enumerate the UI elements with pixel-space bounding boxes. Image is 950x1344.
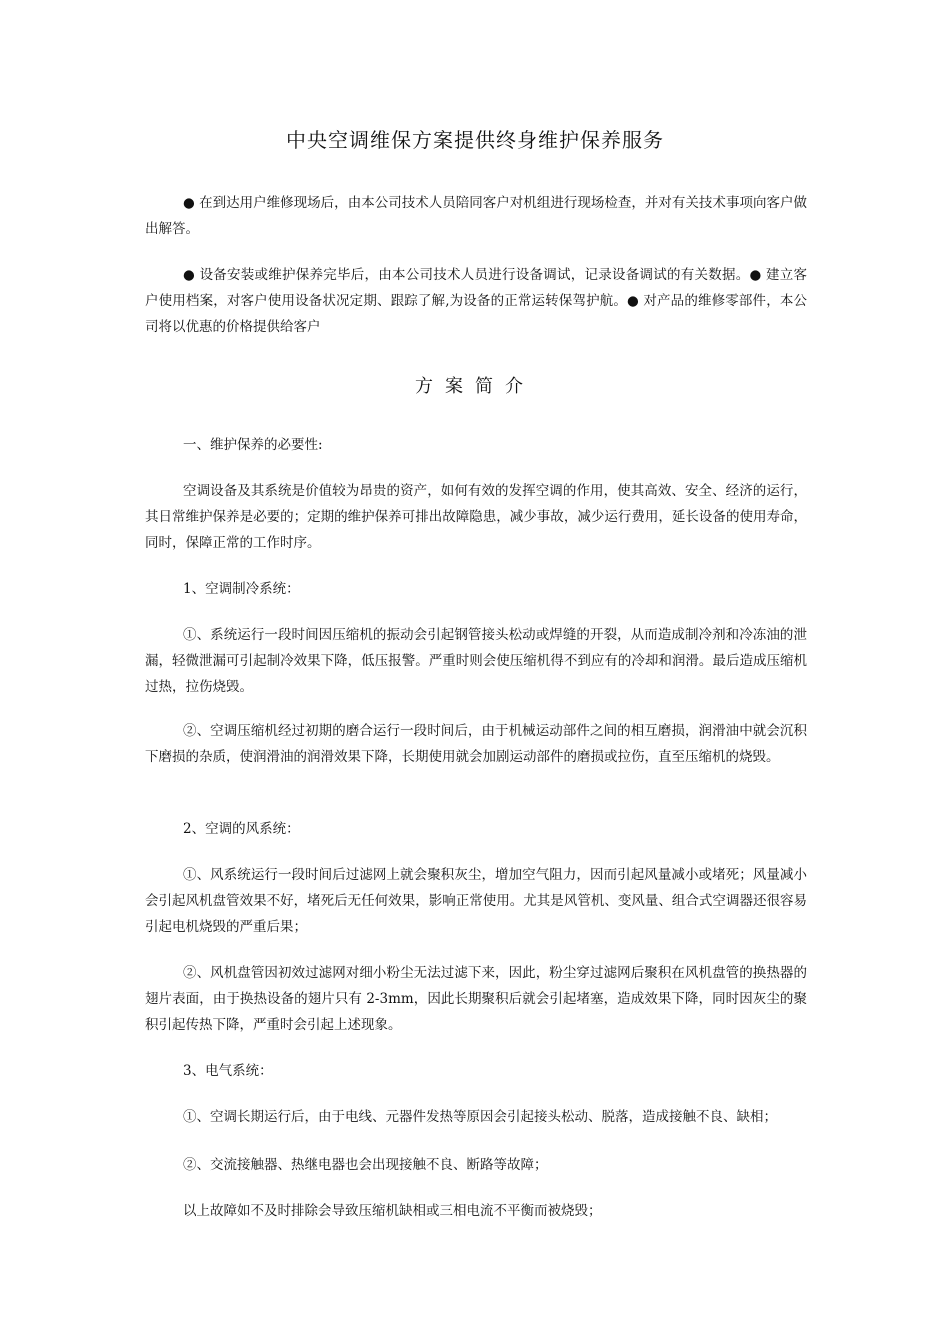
- paragraph-air-system-1: ①、风系统运行一段时间后过滤网上就会聚积灰尘，增加空气阻力，因而引起风量减小或堵死；风量减小会引起风机盘管效果不好，堵死后无任何效果，影响正常使用。尤其是风管机、变风量、组合式空调器还很容易引起电机烧毁的严重后果；: [145, 867, 807, 935]
- paragraph-electrical-3: 以上故障如不及时排除会导致压缩机缺相或三相电流不平衡而被烧毁；: [183, 1203, 602, 1219]
- paragraph-refrigeration-1: ①、系统运行一段时间因压缩机的振动会引起钢管接头松动或焊缝的开裂，从而造成制冷剂和冷冻油的泄漏，轻微泄漏可引起制冷效果下降，低压报警。严重时则会使压缩机得不到应有的冷却和润滑。最后造成压缩机过热，拉伤烧毁。: [145, 627, 807, 695]
- paragraph-necessity: 空调设备及其系统是价值较为昂贵的资产，如何有效的发挥空调的作用，使其高效、安全、经济的运行，其日常维护保养是必要的；定期的维护保养可排出故障隐患，减少事故，减少运行费用，延长设备的使用寿命，同时，保障正常的工作时序。: [145, 483, 807, 551]
- heading-refrigeration: 1、空调制冷系统：: [183, 581, 300, 597]
- heading-electrical: 3、电气系统：: [183, 1063, 273, 1079]
- heading-air-system: 2、空调的风系统：: [183, 821, 300, 837]
- paragraph-air-system-2: ②、风机盘管因初效过滤网对细小粉尘无法过滤下来，因此，粉尘穿过滤网后聚积在风机盘管的换热器的翅片表面，由于换热设备的翅片只有 2-3mm，因此长期聚积后就会引起堵塞，造成效果下降，同时因灰尘的聚积引起传热下降，严重时会引起上述现象。: [145, 965, 807, 1033]
- paragraph-refrigeration-2: ②、空调压缩机经过初期的磨合运行一段时间后，由于机械运动部件之间的相互磨损，润滑油中就会沉积下磨损的杂质，使润滑油的润滑效果下降，长期使用就会加剧运动部件的磨损或拉伤，直至压缩机的烧毁。: [145, 723, 807, 765]
- paragraph-electrical-1: ①、空调长期运行后，由于电线、元器件发热等原因会引起接头松动、脱落，造成接触不良、缺相；: [183, 1109, 777, 1125]
- heading-necessity: 一、维护保养的必要性:: [183, 437, 323, 453]
- intro-paragraph-2: ● 设备安装或维护保养完毕后，由本公司技术人员进行设备调试，记录设备调试的有关数据。● 建立客户使用档案，对客户使用设备状况定期、跟踪了解,为设备的正常运转保驾护航。● 对产品的维修零部件，本公司将以优惠的价格提供给客户: [145, 267, 807, 335]
- document-title: 中央空调维保方案提供终身维护保养服务: [286, 128, 664, 152]
- section-title: 方案简介: [415, 376, 535, 397]
- paragraph-electrical-2: ②、交流接触器、热继电器也会出现接触不良、断路等故障；: [183, 1157, 548, 1173]
- intro-paragraph-1: ● 在到达用户维修现场后，由本公司技术人员陪同客户对机组进行现场检查，并对有关技术事项向客户做出解答。: [145, 195, 807, 237]
